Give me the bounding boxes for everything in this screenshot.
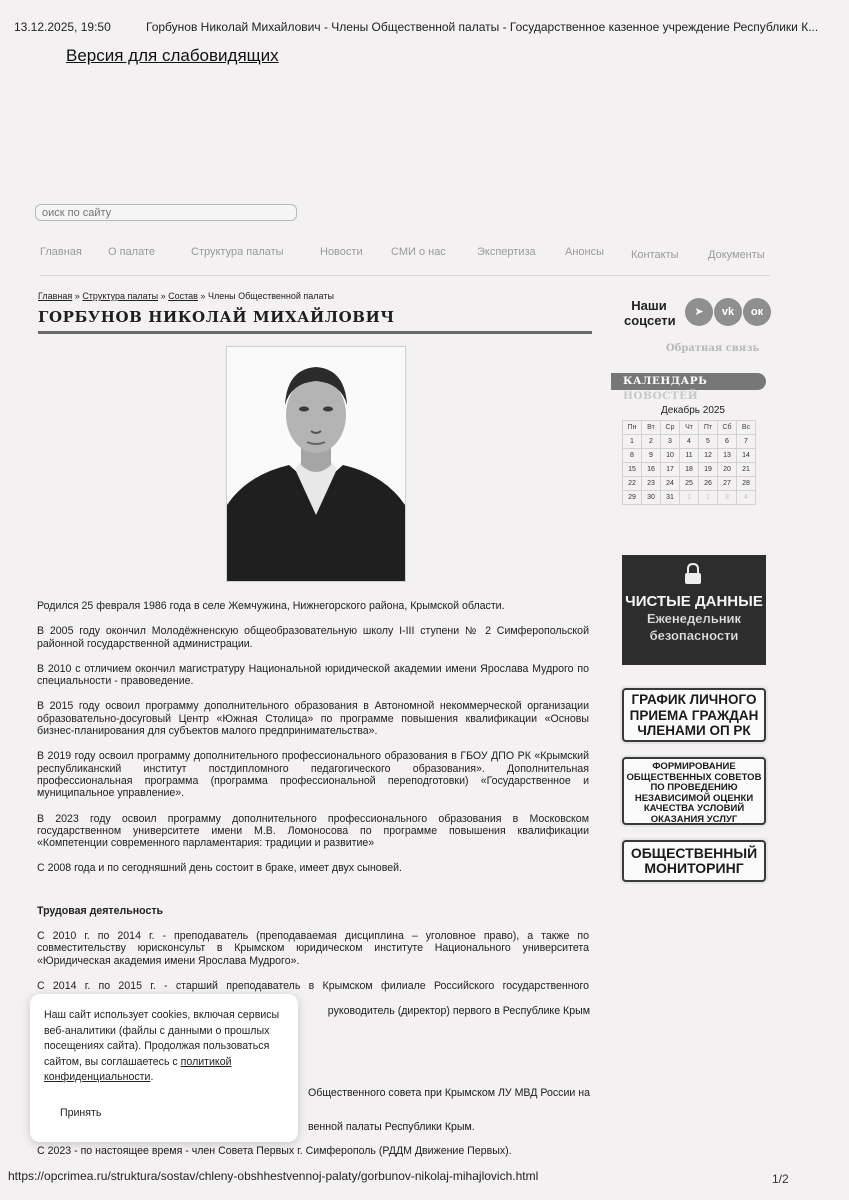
calendar-day-next-month: 2 [699,491,718,505]
calendar-month: Декабрь 2025 [660,405,725,416]
calendar-day[interactable]: 2 [642,435,661,449]
bio-paragraph: В 2019 году освоил программу дополнительного профессионального образования в ГБОУ ДПО РК «Крымский республиканский институт постдипломного педагогического образования». Дополнительная профессиональная программа (программа профессиональной переподготовки) «Государственное и муниципальное управление». [37,750,589,800]
print-datetime: 13.12.2025, 19:50 [14,20,111,34]
title-underline [38,331,592,334]
accept-cookies-button[interactable]: Принять [60,1107,102,1119]
print-page-number: 1/2 [772,1172,789,1186]
bio-paragraph: В 2015 году освоил программу дополнительного образования в Автономной некоммерческой организации образовательно-досуговый Центр «Южная Столица» по программе повышения квалификации «Основы бизнес-планирования для субъектов малого предпринимательства». [37,700,589,738]
print-footer-url: https://opcrimea.ru/struktura/sostav/chleny-obshhestvennoj-palaty/gorbunov-nikolaj-mihajlovich.html [8,1169,539,1183]
bio-paragraph: С 2008 года и по сегодняшний день состоит в браке, имеет двух сыновей. [37,862,402,875]
calendar-day-next-month: 4 [737,491,756,505]
calendar-banner: КАЛЕНДАРЬ [611,373,766,390]
clean-data-title: ЧИСТЫЕ ДАННЫЕ [625,593,763,610]
work-heading: Трудовая деятельность [37,904,164,917]
calendar-day[interactable]: 30 [642,491,661,505]
calendar-day[interactable]: 19 [699,463,718,477]
nav-divider [40,275,770,276]
nav-item-media[interactable]: СМИ о нас [391,246,446,258]
weekday-label: Вс [737,421,756,435]
calendar-day[interactable]: 15 [623,463,642,477]
news-calendar [622,420,756,505]
calendar-day[interactable]: 4 [680,435,699,449]
weekday-label: Сб [718,421,737,435]
breadcrumb-separator: » [200,291,206,301]
work-item-fragment: руководитель (директор) первого в Республике Крым [327,1005,590,1017]
bio-paragraph: Родился 25 февраля 1986 года в селе Жемчужина, Нижнегорского района, Крымской области. [37,600,505,612]
calendar-subtitle: НОВОСТЕЙ [623,390,699,402]
calendar-day[interactable]: 7 [737,435,756,449]
calendar-day[interactable]: 22 [623,477,642,491]
work-item-fragment: венной палаты Республики Крым. [308,1121,475,1133]
breadcrumb [38,291,334,301]
weekday-label: Чт [680,421,699,435]
calendar-day[interactable]: 26 [699,477,718,491]
bio-paragraph: В 2005 году окончил Молодёжненскую общеобразовательную школу I-III ступени № 2 Симферопольской районной государственной администрации. [37,625,589,650]
nav-item-about[interactable]: О палате [108,246,156,258]
calendar-day[interactable]: 31 [661,491,680,505]
calendar-day[interactable]: 12 [699,449,718,463]
calendar-day-next-month: 1 [680,491,699,505]
nav-item-home[interactable]: Главная [40,246,82,258]
calendar-day[interactable]: 25 [680,477,699,491]
breadcrumb-composition[interactable]: Состав [168,291,198,301]
breadcrumb-current: Члены Общественной палаты [207,291,334,301]
public-councils-banner[interactable]: ФОРМИРОВАНИЕ ОБЩЕСТВЕННЫХ СОВЕТОВ ПО ПРОВЕДЕНИЮ НЕЗАВИСИМОЙ ОЦЕНКИ КАЧЕСТВА УСЛОВИЙ ОКАЗАНИЯ УСЛУГ [622,757,766,825]
lock-icon [684,563,702,585]
calendar-day[interactable]: 13 [718,449,737,463]
print-header [14,20,819,34]
page-title: ГОРБУНОВ НИКОЛАЙ МИХАЙЛОВИЧ [38,308,395,326]
work-item: С 2023 - по настоящее время - член Совета Первых г. Симферополь (РДДМ Движение Первых). [37,1145,512,1157]
calendar-day[interactable]: 16 [642,463,661,477]
search-input[interactable] [42,207,296,219]
social-label: Наши соцсети [624,298,676,328]
calendar-day[interactable]: 29 [623,491,642,505]
calendar-day[interactable]: 5 [699,435,718,449]
nav-item-expertise[interactable]: Экспертиза [477,246,536,258]
calendar-day[interactable]: 6 [718,435,737,449]
telegram-icon[interactable]: ➤ [685,298,713,326]
clean-data-subtitle: Еженедельник безопасности [646,611,742,643]
calendar-day[interactable]: 10 [661,449,680,463]
calendar-day[interactable]: 8 [623,449,642,463]
weekday-label: Ср [661,421,680,435]
search-box[interactable] [35,204,297,221]
calendar-day[interactable]: 17 [661,463,680,477]
member-portrait-photo [226,346,406,582]
bio-paragraph: В 2023 году освоил программу дополнительного профессионального образования в Московском государственном университете имени М.В. Ломоносова по программе повышения квалификации «Компетенции современного парламентария: традиции и развитие» [37,812,589,850]
breadcrumb-separator: » [160,291,166,301]
work-item: С 2014 г. по 2015 г. - старший преподаватель в Крымском филиале Российского государственного [37,979,589,992]
calendar-day[interactable]: 11 [680,449,699,463]
weekday-label: Пн [623,421,642,435]
nav-item-contacts[interactable]: Контакты [631,249,679,261]
breadcrumb-home[interactable]: Главная [38,291,73,301]
breadcrumb-structure[interactable]: Структура палаты [82,291,159,301]
calendar-day[interactable]: 3 [661,435,680,449]
nav-item-news[interactable]: Новости [320,246,363,258]
calendar-day[interactable]: 20 [718,463,737,477]
cookie-text: Наш сайт использует cookies, включая сервисы веб-аналитики (файлы с данными о прошлых посещениях сайта). Продолжая пользоваться сайтом, вы соглашаетесь с [44,1009,280,1068]
calendar-day[interactable]: 21 [737,463,756,477]
calendar-day[interactable]: 14 [737,449,756,463]
work-item-fragment: Общественного совета при Крымском ЛУ МВД России на [308,1087,590,1099]
calendar-day[interactable]: 23 [642,477,661,491]
calendar-day-next-month: 3 [718,491,737,505]
calendar-day[interactable]: 28 [737,477,756,491]
member-biography [37,600,589,1018]
weekday-label: Пт [699,421,718,435]
breadcrumb-separator: » [74,291,80,301]
vk-icon[interactable]: vk [714,298,742,326]
calendar-day[interactable]: 24 [661,477,680,491]
privacy-policy-link[interactable]: политикой конфиденциальности [44,1055,232,1083]
bio-paragraph: В 2010 с отличием окончил магистратуру Национальной юридической академии имени Ярослава Мудрого по специальности - правоведение. [37,662,589,688]
public-monitoring-banner[interactable]: ОБЩЕСТВЕННЫЙ МОНИТОРИНГ [622,840,766,882]
calendar-day[interactable]: 9 [642,449,661,463]
clean-data-banner[interactable] [622,555,766,665]
low-vision-version-link[interactable]: Версия для слабовидящих [66,46,279,65]
nav-item-announcements[interactable]: Анонсы [565,246,605,258]
nav-item-structure[interactable]: Структура палаты [191,246,284,258]
feedback-link[interactable]: Обратная связь [666,343,760,354]
ok-icon[interactable]: ок [743,298,771,326]
print-page-title: Горбунов Николай Михайлович - Члены Общественной палаты - Государственное казенное учреждение Республики К... [146,20,819,34]
work-item: С 2010 г. по 2014 г. - преподаватель (преподаваемая дисциплина – уголовное право), а также по совместительству юрисконсульт в Крымском юридическом институте Национального университета «Юридическая академия имени Ярослава Мудрого». [37,930,589,967]
nav-item-documents[interactable]: Документы [708,249,765,261]
reception-schedule-banner[interactable]: ГРАФИК ЛИЧНОГО ПРИЕМА ГРАЖДАН ЧЛЕНАМИ ОП РК [622,688,766,742]
calendar-day[interactable]: 18 [680,463,699,477]
calendar-day[interactable]: 27 [718,477,737,491]
weekday-label: Вт [642,421,661,435]
cookie-text-block: Наш сайт использует cookies, включая сервисы веб-аналитики (файлы с данными о прошлых посещениях сайта). Продолжая пользоваться сайтом, вы соглашаетесь с политикой конфиденциальности. [44,1009,280,1083]
cookie-notice [30,994,298,1142]
calendar-day[interactable]: 1 [623,435,642,449]
